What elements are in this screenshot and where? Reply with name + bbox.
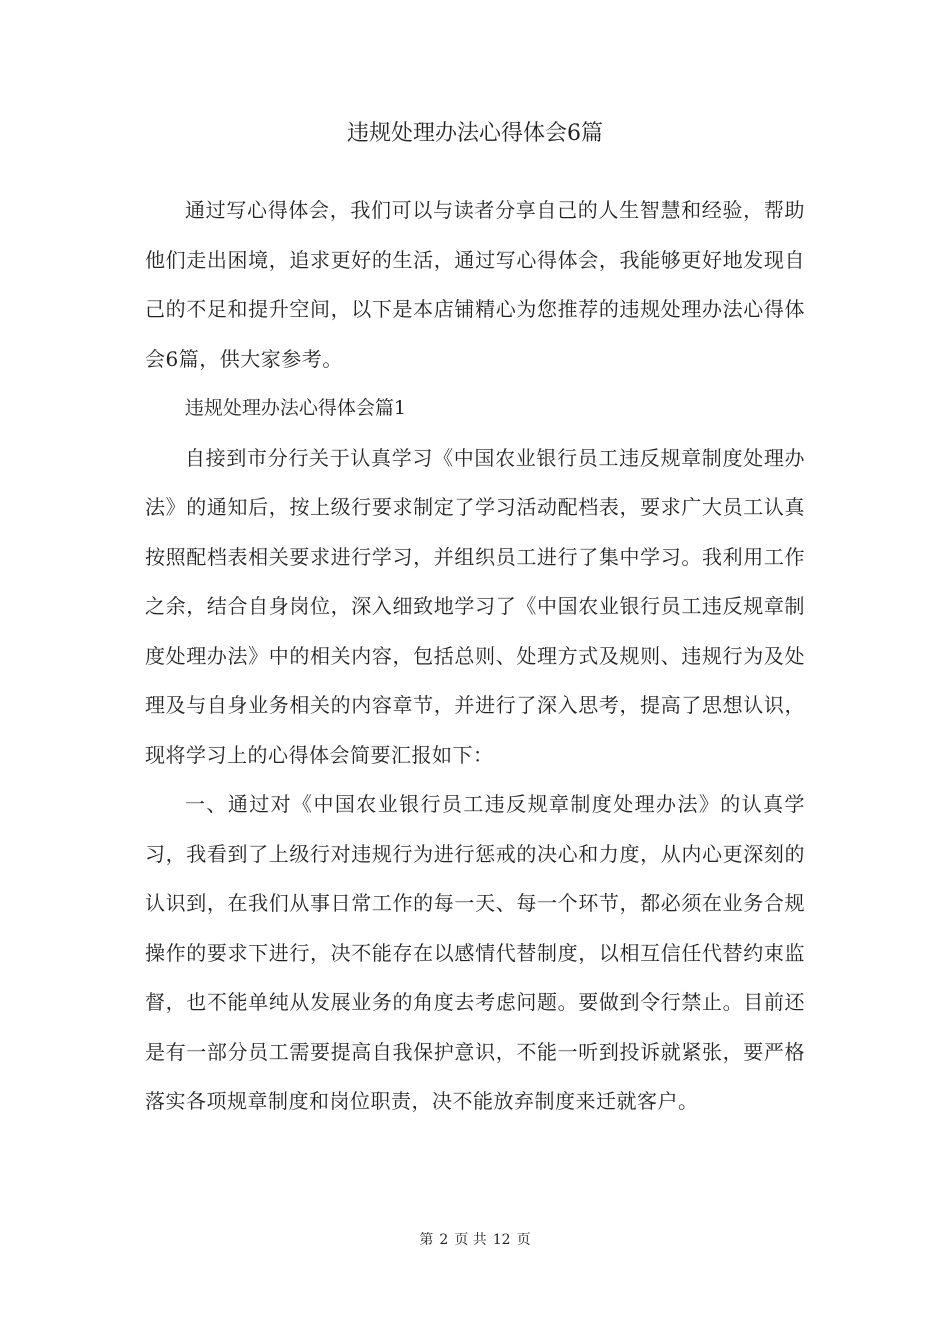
intro-paragraph: 通过写心得体会，我们可以与读者分享自己的人生智慧和经验，帮助他们走出困境，追求更好的生活，通过写心得体会，我能够更好地发现自己的不足和提升空间，以下是本店铺精心为您推荐的违规处理办法心得体会6篇，供大家参考。 bbox=[145, 198, 805, 371]
current-page-number: 2 bbox=[439, 1232, 449, 1248]
document-body bbox=[145, 186, 805, 1127]
section-heading: 违规处理办法心得体会篇1 bbox=[184, 397, 406, 419]
total-page-number: 12 bbox=[492, 1232, 511, 1248]
page-footer bbox=[0, 1230, 950, 1250]
footer-middle: 页 共 bbox=[454, 1232, 487, 1248]
footer-suffix: 页 bbox=[516, 1232, 531, 1248]
page-title: 违规处理办法心得体会6篇 bbox=[347, 121, 603, 146]
footer-prefix: 第 bbox=[419, 1232, 434, 1248]
body-paragraph-1: 自接到市分行关于认真学习《中国农业银行员工违反规章制度处理办法》的通知后，按上级行要求制定了学习活动配档表，要求广大员工认真按照配档表相关要求进行学习，并组织员工进行了集中学习。我利用工作之余，结合自身岗位，深入细致地学习了《中国农业银行员工违反规章制度处理办法》中的相关内容，包括总则、处理方式及规则、违规行为及处理及与自身业务相关的内容章节，并进行了深入思考，提高了思想认识，现将学习上的心得体会简要汇报如下： bbox=[145, 445, 805, 767]
body-paragraph-2: 一、通过对《中国农业银行员工违反规章制度处理办法》的认真学习，我看到了上级行对违规行为进行惩戒的决心和力度，从内心更深刻的认识到，在我们从事日常工作的每一天、每一个环节，都必须在业务合规操作的要求下进行，决不能存在以感情代替制度，以相互信任代替约束监督，也不能单纯从发展业务的角度去考虑问题。要做到令行禁止。目前还是有一部分员工需要提高自我保护意识，不能一听到投诉就紧张，要严格落实各项规章制度和岗位职责，决不能放弃制度来迁就客户。 bbox=[145, 792, 805, 1113]
